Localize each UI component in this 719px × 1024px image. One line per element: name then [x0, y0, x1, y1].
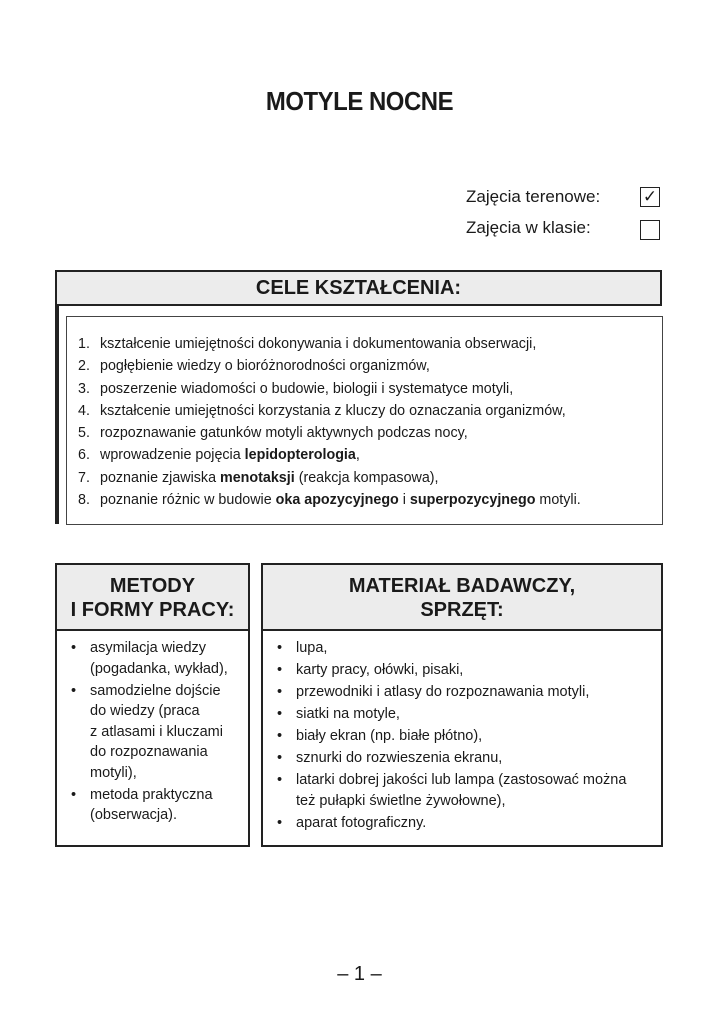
goal-item	[78, 467, 581, 489]
goal-text: ,	[355, 447, 360, 464]
bullet-text-line: latarki dobrej jakości lub lampa (zastosować można	[296, 772, 627, 788]
bullet-text-line: sznurki do rozwieszenia ekranu,	[296, 750, 503, 766]
goal-text: i	[398, 492, 410, 509]
goal-term: lepidopterologia	[244, 447, 356, 464]
goal-text: poszerzenie wiadomości o budowie, biologii i systematyce motyli,	[100, 380, 514, 397]
bullet-icon: •	[277, 772, 283, 788]
field-activity-row	[466, 187, 600, 207]
bullet-icon: •	[71, 786, 77, 803]
goal-number: 6.	[78, 447, 90, 464]
goal-number: 7.	[78, 469, 90, 486]
bullet-icon: •	[277, 640, 283, 656]
material-item	[274, 660, 662, 681]
goal-item	[78, 400, 581, 422]
bullet-text-line: biały ekran (np. białe płótno),	[296, 728, 483, 744]
bullet-text-line: do rozpoznawania	[90, 744, 208, 760]
goals-list	[78, 333, 581, 511]
bullet-text-line: siatki na motyle,	[296, 706, 400, 722]
bullet-text-line: też pułapki świetlne żywołowne),	[296, 792, 506, 809]
classroom-activity-checkbox[interactable]	[640, 220, 660, 240]
classroom-activity-row	[466, 218, 591, 238]
methods-header-line2: I FORMY PRACY:	[70, 599, 235, 621]
goal-number: 1.	[78, 336, 90, 352]
materials-header-line2: SPRZĘT:	[420, 599, 504, 621]
bullet-text-line: aparat fotograficzny.	[296, 814, 427, 831]
checkmark-icon: ✓	[642, 187, 658, 206]
bullet-icon: •	[71, 682, 77, 699]
goal-number: 2.	[78, 358, 90, 375]
goal-item	[78, 378, 581, 400]
goal-text: kształcenie umiejętności dokonywania i dokumentowania obserwacji,	[100, 336, 537, 352]
bullet-text-line: karty pracy, ołówki, pisaki,	[296, 662, 464, 678]
bullet-icon: •	[277, 728, 283, 744]
goal-number: 5.	[78, 425, 90, 442]
materials-list	[274, 638, 662, 835]
goals-header: CELE KSZTAŁCENIA:	[55, 270, 662, 306]
bullet-icon: •	[277, 814, 283, 831]
goal-term: superpozycyjnego	[409, 492, 536, 509]
classroom-activity-label: Zajęcia w klasie:	[466, 218, 591, 237]
material-item	[274, 704, 662, 725]
goal-text: motyli.	[535, 492, 581, 509]
goal-text: rozpoznawanie gatunków motyli aktywnych podczas nocy,	[100, 425, 468, 442]
materials-header-line1: MATERIAŁ BADAWCZY,	[348, 575, 576, 597]
methods-list	[68, 638, 248, 827]
material-item	[274, 726, 662, 747]
bullet-text-line: metoda praktyczna	[90, 786, 213, 803]
goal-text: kształcenie umiejętności korzystania z kluczy do oznaczania organizmów,	[100, 402, 566, 419]
bullet-text-line: przewodniki i atlasy do rozpoznawania motyli,	[296, 684, 590, 700]
goal-term: menotaksji	[220, 469, 295, 486]
bullet-text-line: do wiedzy (praca	[90, 703, 200, 719]
bullet-icon: •	[277, 750, 283, 766]
materials-header	[263, 565, 661, 631]
bullet-text-line: (pogadanka, wykład),	[90, 660, 228, 677]
goal-text: poznanie różnic w budowie	[100, 492, 276, 509]
method-item	[68, 785, 248, 826]
bullet-text-line: motyli),	[90, 764, 137, 781]
bullet-text-line: (obserwacja).	[90, 807, 178, 823]
bullet-text-line: z atlasami i kluczami	[90, 723, 223, 740]
goal-number: 4.	[78, 402, 90, 419]
goal-text: poznanie zjawiska	[100, 469, 221, 486]
bullet-text-line: lupa,	[296, 640, 328, 656]
goal-item	[78, 422, 581, 444]
goal-item	[78, 489, 581, 511]
method-item	[68, 681, 248, 784]
bullet-icon: •	[277, 684, 283, 700]
goal-text: (reakcja kompasowa),	[294, 469, 439, 486]
material-item	[274, 813, 662, 834]
goal-number: 3.	[78, 380, 90, 397]
bullet-text-line: asymilacja wiedzy	[90, 640, 207, 656]
bullet-icon: •	[71, 640, 77, 656]
page-title: MOTYLE NOCNE	[265, 86, 454, 116]
field-activity-checkbox[interactable]	[640, 187, 660, 207]
goal-item	[78, 444, 581, 466]
bullet-text-line: samodzielne dojście	[90, 682, 221, 699]
goal-number: 8.	[78, 492, 90, 509]
bullet-icon: •	[277, 706, 283, 722]
page-number: – 1 –	[337, 963, 382, 985]
material-item	[274, 638, 662, 659]
field-activity-label: Zajęcia terenowe:	[466, 187, 601, 206]
goal-term: oka apozycyjnego	[275, 492, 399, 509]
goal-item	[78, 355, 581, 377]
bullet-icon: •	[277, 662, 283, 678]
goal-text: pogłębienie wiedzy o bioróżnorodności organizmów,	[100, 358, 430, 375]
method-item	[68, 638, 248, 679]
material-item	[274, 770, 662, 811]
goal-item	[78, 333, 581, 355]
goals-side-bar	[55, 306, 59, 524]
goal-text: wprowadzenie pojęcia	[100, 447, 245, 464]
methods-header-line1: METODY	[109, 575, 196, 597]
material-item	[274, 748, 662, 769]
methods-header	[57, 565, 248, 631]
material-item	[274, 682, 662, 703]
